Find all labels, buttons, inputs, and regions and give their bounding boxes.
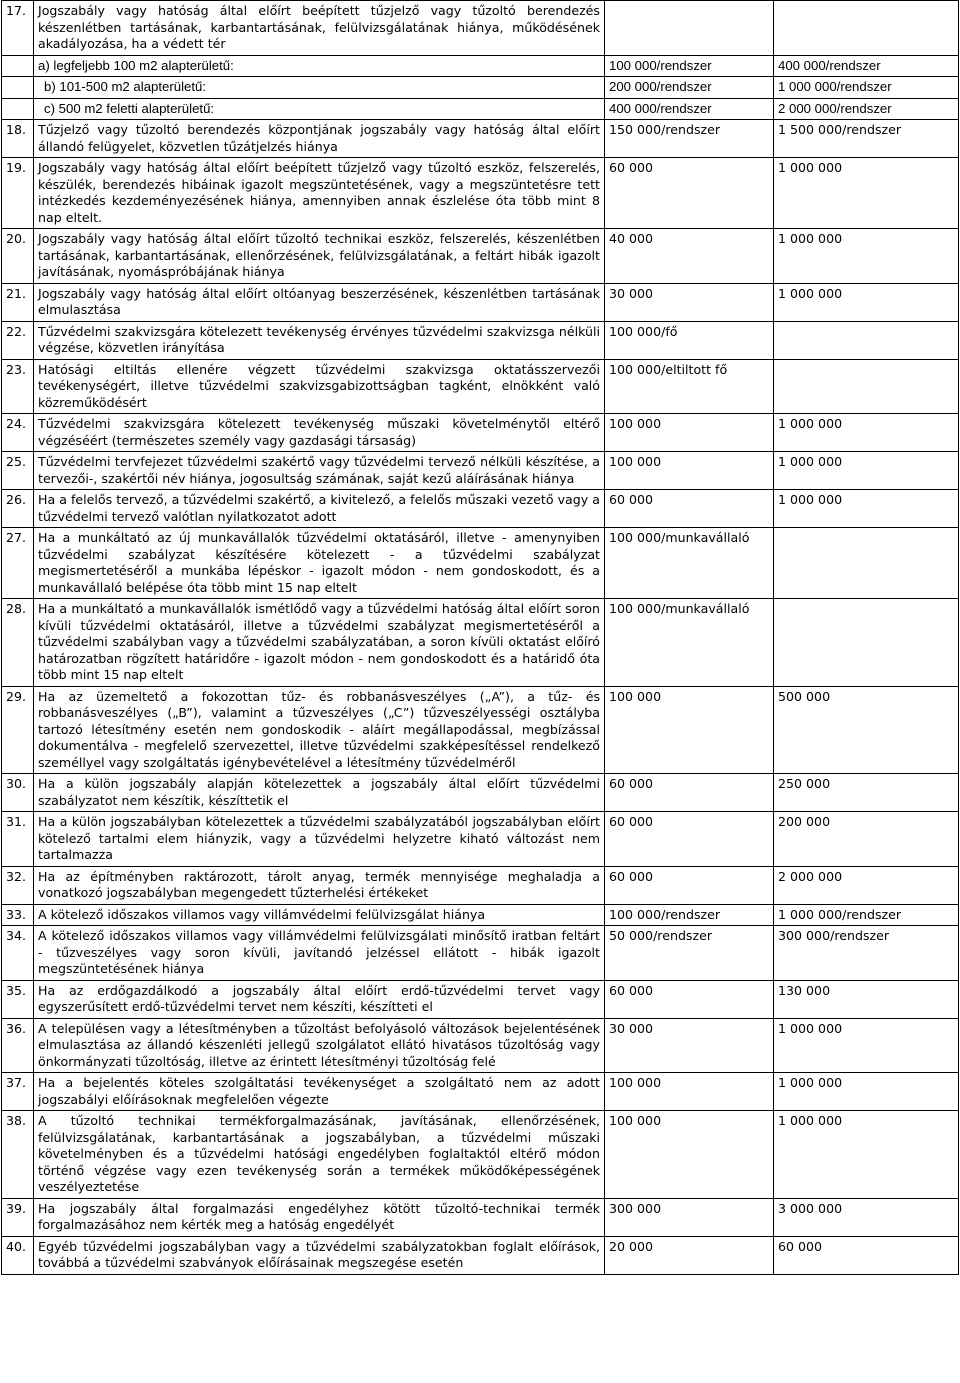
table-row (2, 686, 959, 774)
fine-minimum: 100 000 (605, 1073, 774, 1111)
fine-minimum: 100 000 (605, 452, 774, 490)
fine-minimum: 400 000/rendszer (605, 98, 774, 120)
violation-description (34, 77, 605, 99)
fine-minimum: 50 000/rendszer (605, 926, 774, 981)
table-row (2, 98, 959, 120)
fine-maximum (774, 528, 959, 599)
table-row (2, 490, 959, 528)
row-number: 33. (2, 904, 34, 926)
violation-description: Ha a külön jogszabályban kötelezettek a tűzvédelmi szabályzatából jogszabályban előírt kötelező tartalmi elem hiányzik, vagy a tűzvédelmi helyzetre kiható változást nem tartalmazza (34, 812, 605, 867)
row-number: 25. (2, 452, 34, 490)
fine-maximum: 2 000 000/rendszer (774, 98, 959, 120)
row-number: 40. (2, 1236, 34, 1274)
row-number: 26. (2, 490, 34, 528)
fine-maximum: 60 000 (774, 1236, 959, 1274)
fine-minimum: 60 000 (605, 490, 774, 528)
violation-description: Jogszabály vagy hatóság által előírt beépített tűzjelző vagy tűzoltó eszköz, felszerelés, készülék, berendezés hibáinak igazolt megszüntetésének, vagy a megszüntetésre tett intézkedés kezdeményezésének hiánya, amennyiben annak észlelése óta több mint 8 nap eltelt. (34, 158, 605, 229)
fine-maximum (774, 321, 959, 359)
violation-description: A kötelező időszakos villamos vagy villámvédelmi felülvizsgálat hiánya (34, 904, 605, 926)
fine-maximum: 400 000/rendszer (774, 55, 959, 77)
fine-maximum: 200 000 (774, 812, 959, 867)
table-row (2, 926, 959, 981)
violation-description: Jogszabály vagy hatóság által előírt tűzoltó technikai eszköz, felszerelés, készenlétben tartásának, karbantartásának, ellenőrzésének, felülvizsgálatának, a feltárt hibák igazolt javításának, nyomáspróbájának hiánya (34, 229, 605, 284)
fine-maximum: 3 000 000 (774, 1198, 959, 1236)
fine-minimum: 60 000 (605, 866, 774, 904)
row-number: 17. (2, 1, 34, 56)
fine-maximum: 1 000 000 (774, 158, 959, 229)
fine-maximum: 130 000 (774, 980, 959, 1018)
fine-minimum: 60 000 (605, 774, 774, 812)
row-number: 36. (2, 1018, 34, 1073)
violation-description: Jogszabály vagy hatóság által előírt beépített tűzjelző vagy tűzoltó berendezés készenlétben tartásának, karbantartásának, felülvizsgálatának hiánya, működésének akadályozása, ha a védett tér (34, 1, 605, 56)
violation-description: Ha jogszabály által forgalmazási engedélyhez kötött tűzoltó-technikai termék forgalmazásához nem kérték meg a hatóság engedélyét (34, 1198, 605, 1236)
table-row (2, 774, 959, 812)
subitem-description: a) legfeljebb 100 m2 alapterületű: (38, 57, 234, 73)
fine-minimum: 300 000 (605, 1198, 774, 1236)
row-number: 19. (2, 158, 34, 229)
row-number (2, 98, 34, 120)
fine-minimum: 100 000 (605, 414, 774, 452)
fine-maximum: 1 000 000 (774, 1073, 959, 1111)
table-row (2, 414, 959, 452)
violation-description: Ha az üzemeltető a fokozottan tűz- és robbanásveszélyes („A”), a tűz- és robbanásveszélyes („B”), valamint a tűzveszélyes („C”) tűzveszélyességi osztályba tartozó létesítmény esetén nem gondoskodik - aláírt megállapodással, megbízással dokumentálva - megfelelő szervezettel, illetve tűzvédelmi szakképesítéssel rendelkező személlyel vagy szolgáltatás igénybevételével a létesítmény tűzvédelméről (34, 686, 605, 774)
violation-description: A kötelező időszakos villamos vagy villámvédelmi felülvizsgálati minősítő iratban feltárt - tűzveszélyes vagy soron kívüli, javítandó jelzéssel ellátott - hibák igazolt megszüntetésének hiánya (34, 926, 605, 981)
fine-maximum: 250 000 (774, 774, 959, 812)
table-row (2, 980, 959, 1018)
table-row (2, 452, 959, 490)
row-number: 22. (2, 321, 34, 359)
row-number (2, 55, 34, 77)
fine-minimum: 60 000 (605, 812, 774, 867)
fine-minimum: 20 000 (605, 1236, 774, 1274)
fine-minimum: 60 000 (605, 158, 774, 229)
fine-maximum: 1 000 000/rendszer (774, 904, 959, 926)
row-number (2, 77, 34, 99)
table-row (2, 120, 959, 158)
table-row (2, 904, 959, 926)
fine-maximum: 1 000 000/rendszer (774, 77, 959, 99)
fine-minimum: 30 000 (605, 283, 774, 321)
row-number: 39. (2, 1198, 34, 1236)
fine-minimum: 150 000/rendszer (605, 120, 774, 158)
table-row (2, 1, 959, 56)
fine-maximum: 1 000 000 (774, 229, 959, 284)
fine-minimum: 30 000 (605, 1018, 774, 1073)
row-number: 20. (2, 229, 34, 284)
violation-description: Tűzjelző vagy tűzoltó berendezés központjának jogszabály vagy hatóság által előírt állandó felügyelet, közvetlen tűzátjelzés hiánya (34, 120, 605, 158)
row-number: 31. (2, 812, 34, 867)
fine-minimum: 100 000/eltiltott fő (605, 359, 774, 414)
fine-maximum: 1 000 000 (774, 1018, 959, 1073)
fine-maximum: 1 000 000 (774, 490, 959, 528)
row-number: 38. (2, 1111, 34, 1199)
row-number: 34. (2, 926, 34, 981)
table-row (2, 283, 959, 321)
row-number: 35. (2, 980, 34, 1018)
violation-description: Ha a külön jogszabály alapján kötelezettek a jogszabály által előírt tűzvédelmi szabályzatot nem készítik, készíttetik el (34, 774, 605, 812)
fine-minimum: 100 000 (605, 1111, 774, 1199)
table-row (2, 229, 959, 284)
fine-maximum (774, 1, 959, 56)
violation-description: Egyéb tűzvédelmi jogszabályban vagy a tűzvédelmi szabályzatokban foglalt előírások, továbbá a tűzvédelmi szabványok előírásainak megszegése esetén (34, 1236, 605, 1274)
fine-maximum (774, 599, 959, 687)
violation-description: Hatósági eltiltás ellenére végzett tűzvédelmi szakvizsga oktatásszervezői tevékenységért, illetve tűzvédelmi szakvizsgabizottságban tagként, elnökként való közreműködésért (34, 359, 605, 414)
table-row (2, 77, 959, 99)
violation-description: A tűzoltó technikai termékforgalmazásának, javításának, ellenőrzésének, felülvizsgálatának, karbantartásának a jogszabályban, a tűzvédelmi műszaki követelményben és a tűzvédelmi hatósági engedélyben foglaltaktól eltérő módon történő végzése vagy ezen tevékenység során a termékek működőképességének veszélyeztetése (34, 1111, 605, 1199)
row-number: 24. (2, 414, 34, 452)
violation-description: Tűzvédelmi szakvizsgára kötelezett tevékenység műszaki követelménytől eltérő végzéséért (természetes személy vagy gazdasági társaság) (34, 414, 605, 452)
table-row (2, 1198, 959, 1236)
row-number: 30. (2, 774, 34, 812)
violation-description (34, 55, 605, 77)
table-row (2, 1018, 959, 1073)
fines-table-body (2, 1, 959, 1275)
table-row (2, 599, 959, 687)
table-row (2, 55, 959, 77)
fine-minimum: 40 000 (605, 229, 774, 284)
row-number: 27. (2, 528, 34, 599)
row-number: 37. (2, 1073, 34, 1111)
table-row (2, 812, 959, 867)
fine-minimum: 100 000/rendszer (605, 55, 774, 77)
fine-maximum: 1 000 000 (774, 452, 959, 490)
table-row (2, 359, 959, 414)
row-number: 32. (2, 866, 34, 904)
violation-description: A településen vagy a létesítményben a tűzoltást befolyásoló változások bejelentésének elmulasztása az állandó készenléti jellegű szolgálatot ellátó hivatásos tűzoltóság vagy önkormányzati tűzoltóság, illetve az érintett létesítményi tűzoltóság felé (34, 1018, 605, 1073)
table-row (2, 1073, 959, 1111)
row-number: 29. (2, 686, 34, 774)
table-row (2, 158, 959, 229)
subitem-description: c) 500 m2 feletti alapterületű: (44, 100, 215, 116)
table-row (2, 528, 959, 599)
fine-maximum: 1 000 000 (774, 283, 959, 321)
violation-description: Ha az erdőgazdálkodó a jogszabály által előírt erdő-tűzvédelmi tervet vagy egyszerűsített erdő-tűzvédelmi tervet nem készíti, készítteti el (34, 980, 605, 1018)
violation-description: Tűzvédelmi szakvizsgára kötelezett tevékenység érvényes tűzvédelmi szakvizsga nélküli végzése, közvetlen irányítása (34, 321, 605, 359)
fine-minimum: 100 000/rendszer (605, 904, 774, 926)
row-number: 18. (2, 120, 34, 158)
fine-minimum: 60 000 (605, 980, 774, 1018)
table-row (2, 1111, 959, 1199)
table-row (2, 866, 959, 904)
violation-description: Ha a felelős tervező, a tűzvédelmi szakértő, a kivitelező, a felelős műszaki vezető vagy a tűzvédelmi tervező valótlan nyilatkozatot adott (34, 490, 605, 528)
fine-maximum: 1 500 000/rendszer (774, 120, 959, 158)
fine-maximum: 1 000 000 (774, 1111, 959, 1199)
violation-description: Ha a munkáltató az új munkavállalók tűzvédelmi oktatásáról, illetve - amenynyiben tűzvédelmi szabályzat készítésére kötelezett - a tűzvédelmi szabályzat megismertetéséről a munkába lépéskor - igazolt módon - nem gondoskodott, és a munkavállaló belépése óta több mint 15 nap eltelt (34, 528, 605, 599)
subitem-description: b) 101-500 m2 alapterületű: (44, 79, 207, 94)
row-number: 28. (2, 599, 34, 687)
fine-minimum: 200 000/rendszer (605, 77, 774, 99)
fine-minimum: 100 000/fő (605, 321, 774, 359)
violation-description: Tűzvédelmi tervfejezet tűzvédelmi szakértő vagy tűzvédelmi tervező nélküli készítése, a tervezői-, szakértői név hiánya, jogosultság számának, saját kezű aláírásának hiánya (34, 452, 605, 490)
table-row (2, 321, 959, 359)
fine-maximum (774, 359, 959, 414)
fine-minimum (605, 1, 774, 56)
row-number: 21. (2, 283, 34, 321)
fine-maximum: 300 000/rendszer (774, 926, 959, 981)
fine-maximum: 1 000 000 (774, 414, 959, 452)
fine-minimum: 100 000 (605, 686, 774, 774)
violation-description: Ha az építményben raktározott, tárolt anyag, termék mennyisége meghaladja a vonatkozó jogszabályban megengedett tűzterhelési értékeket (34, 866, 605, 904)
fine-maximum: 2 000 000 (774, 866, 959, 904)
fine-minimum: 100 000/munkavállaló (605, 599, 774, 687)
violation-description: Ha a munkáltató a munkavállalók ismétlődő vagy a tűzvédelmi hatóság által előírt soron kívüli tűzvédelmi oktatásáról, illetve a tűzvédelmi szabályzat megismertetéséről a tűzvédelmi szabályban vagy a tűzvédelmi szabályzatában, a soron kívüli oktatást előíró határozatban rögzített határidőre - igazolt módon - nem gondoskodott és a határidő óta több mint 15 nap eltelt (34, 599, 605, 687)
violation-description: Jogszabály vagy hatóság által előírt oltóanyag beszerzésének, készenlétben tartásának elmulasztása (34, 283, 605, 321)
fines-table (1, 0, 959, 1275)
table-row (2, 1236, 959, 1274)
violation-description (34, 98, 605, 120)
fine-maximum: 500 000 (774, 686, 959, 774)
row-number: 23. (2, 359, 34, 414)
violation-description: Ha a bejelentés köteles szolgáltatási tevékenységet a szolgáltató nem az adott jogszabályi előírásoknak megfelelően végezte (34, 1073, 605, 1111)
fine-minimum: 100 000/munkavállaló (605, 528, 774, 599)
